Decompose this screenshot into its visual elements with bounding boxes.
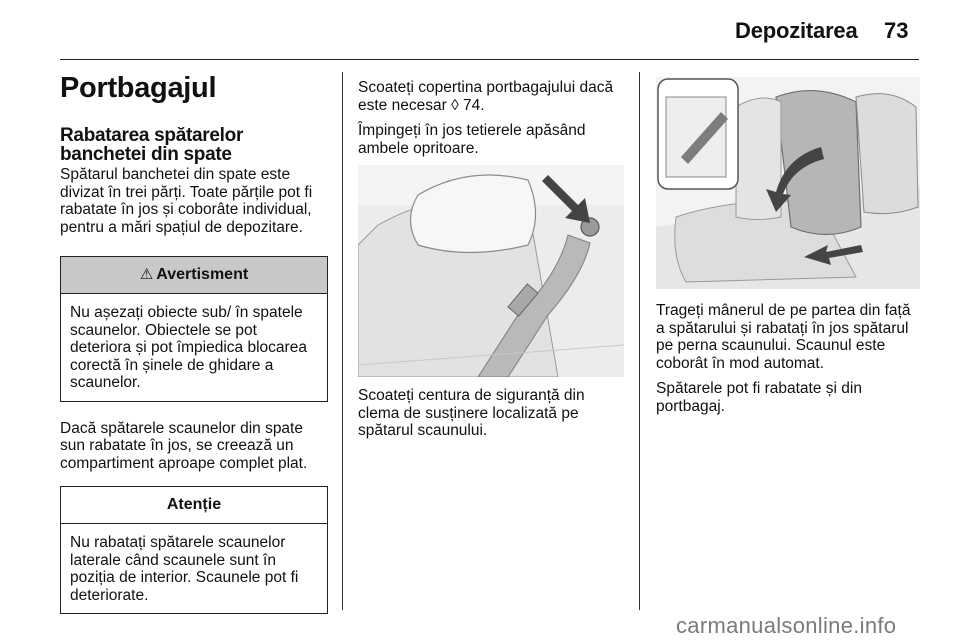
caution-box-header — [61, 487, 327, 524]
caution-title: Atenție — [166, 496, 222, 514]
headrest-belt-illustration — [358, 165, 624, 377]
step-fold-backrest: Trageți mânerul de pe partea din față a spătarului și rabatați în jos spătarul pe perna scaunului. Scaunul este coborât în mod automat. — [656, 302, 911, 372]
step-remove-belt: Scoateți centura de siguranță din clema de susținere localizată pe spătarul scaunului. — [358, 387, 585, 439]
warning-box — [60, 256, 328, 402]
column-1 — [60, 72, 328, 626]
flat-compartment-paragraph: Dacă spătarele scaunelor din spate sun rabatate în jos, se creează un compartiment aproape complet plat. — [60, 419, 308, 472]
fold-seatback-illustration — [656, 77, 920, 289]
column-3 — [656, 302, 922, 423]
warning-title: Avertisment — [156, 266, 249, 284]
section-title: Depozitarea — [735, 18, 858, 43]
page-reference: 74. — [463, 96, 485, 114]
page-number: 73 — [884, 18, 909, 43]
step-remove-cover: Scoateți copertina portbagajului dacă este necesar ◊ 74. — [358, 79, 614, 114]
section-subheading: Rabatarea spătarelor banchetei din spate — [60, 125, 244, 165]
page-heading: Portbagajul — [60, 72, 217, 104]
caution-box — [60, 486, 328, 614]
watermark: carmanualsonline.info — [676, 613, 897, 638]
caution-text: Nu rabatați spătarele scaunelor laterale când scaunele sunt în poziția de interior. Scaunele pot fi deteriorate. — [70, 534, 299, 604]
intro-paragraph: Spătarul banchetei din spate este divizat în trei părți. Toate părțile pot fi rabatate în jos și coborâte individual, pentru a mări spațiul de depozitare. — [60, 166, 313, 236]
column-2 — [358, 79, 624, 448]
warning-box-header — [61, 257, 327, 294]
step-fold-from-trunk: Spătarele pot fi rabatate și din portbagaj. — [656, 380, 862, 415]
page-reference-icon: ◊ — [451, 96, 459, 114]
warning-triangle-icon: ⚠ — [139, 266, 154, 284]
step-push-headrests: Împingeți în jos tetierele apăsând ambele opritoare. — [358, 122, 586, 157]
warning-text: Nu așezați obiecte sub/ în spatele scaunelor. Obiectele se pot deteriora și pot împiedica blocarea corectă în șinele de ghidare a scaunelor. — [70, 304, 307, 391]
header-divider — [60, 59, 919, 60]
column-divider-right — [639, 72, 640, 610]
column-divider-left — [342, 72, 343, 610]
